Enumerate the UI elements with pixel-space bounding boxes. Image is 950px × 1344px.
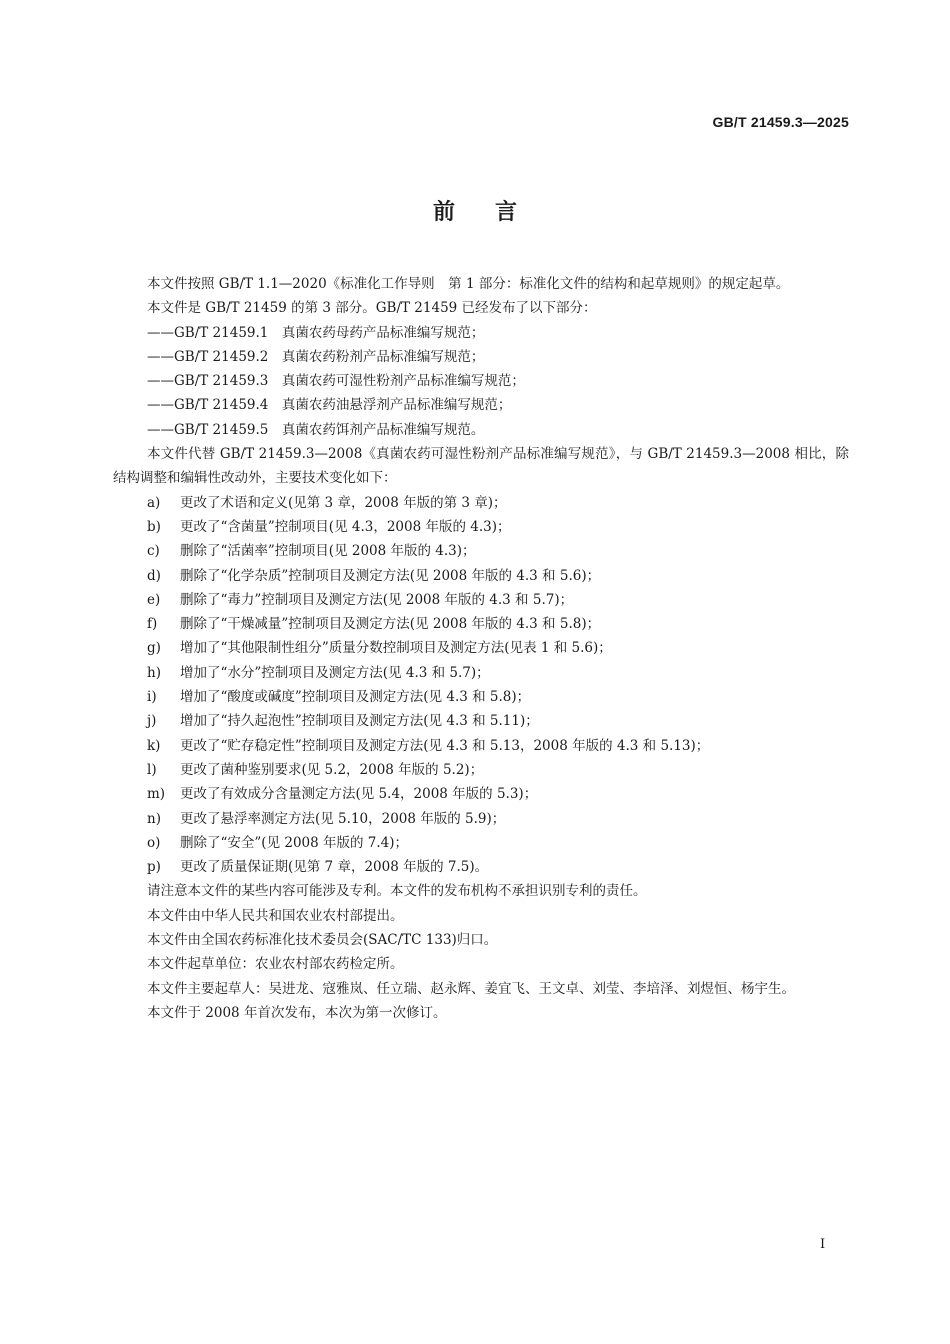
paragraph-parts-intro: 本文件是 GB/T 21459 的第 3 部分。GB/T 21459 已经发布了以下部分： — [147, 300, 597, 317]
part-list-item: ——GB/T 21459.2 真菌农药粉剂产品标准编写规范； — [147, 348, 485, 365]
change-item — [113, 588, 849, 612]
change-text: 删除了“安全”(见 2008 年版的 7.4)； — [180, 834, 409, 851]
change-item — [113, 661, 849, 685]
change-label: j) — [147, 713, 157, 730]
standard-code: GB/T 21459.3—2025 — [712, 114, 849, 130]
change-text: 删除了“活菌率”控制项目(见 2008 年版的 4.3)； — [180, 543, 476, 560]
part-list-item: ——GB/T 21459.1 真菌农药母药产品标准编写规范； — [147, 324, 485, 341]
change-text: 更改了术语和定义(见第 3 章，2008 年版的第 3 章)； — [180, 494, 507, 511]
change-item — [113, 636, 849, 660]
change-text: 更改了“含菌量”控制项目(见 4.3，2008 年版的 4.3)； — [180, 518, 511, 535]
change-item — [113, 491, 849, 515]
change-label: o) — [147, 834, 161, 851]
paragraph-committee: 本文件由全国农药标准化技术委员会(SAC/TC 133)归口。 — [147, 932, 498, 949]
change-label: m) — [147, 786, 166, 803]
paragraph-drafters: 本文件主要起草人：吴进龙、寇雅岚、任立瑞、赵永辉、姜宜飞、王文卓、刘莹、李培泽、刘煜恒、杨宇生。 — [147, 980, 795, 997]
change-item — [113, 758, 849, 782]
change-item — [113, 709, 849, 733]
change-text: 增加了“持久起泡性”控制项目及测定方法(见 4.3 和 5.11)； — [180, 713, 539, 730]
change-text: 删除了“毒力”控制项目及测定方法(见 2008 年版的 4.3 和 5.7)； — [180, 591, 574, 608]
part-list-item: ——GB/T 21459.5 真菌农药饵剂产品标准编写规范。 — [147, 421, 485, 438]
change-item — [113, 515, 849, 539]
paragraph-proposer: 本文件由中华人民共和国农业农村部提出。 — [147, 907, 404, 924]
change-text: 增加了“其他限制性组分”质量分数控制项目及测定方法(见表 1 和 5.6)； — [180, 640, 612, 657]
change-label: h) — [147, 664, 161, 681]
change-item — [113, 685, 849, 709]
change-label: e) — [147, 591, 161, 608]
paragraph-patent-notice: 请注意本文件的某些内容可能涉及专利。本文件的发布机构不承担识别专利的责任。 — [147, 883, 647, 900]
change-item — [113, 612, 849, 636]
change-item — [113, 564, 849, 588]
change-text: 更改了悬浮率测定方法(见 5.10，2008 年版的 5.9)； — [180, 810, 506, 827]
change-item — [113, 807, 849, 831]
change-label: n) — [147, 810, 161, 827]
change-text: 删除了“化学杂质”控制项目及测定方法(见 2008 年版的 4.3 和 5.6)； — [180, 567, 601, 584]
change-label: d) — [147, 567, 161, 584]
change-label: g) — [147, 640, 161, 657]
change-item — [113, 831, 849, 855]
change-item — [113, 782, 849, 806]
change-label: p) — [147, 859, 161, 876]
page-title: 前言 — [432, 200, 557, 225]
change-text: 增加了“水分”控制项目及测定方法(见 4.3 和 5.7)； — [180, 664, 490, 681]
change-item — [113, 539, 849, 563]
change-label: k) — [147, 737, 161, 754]
document-body — [113, 272, 849, 1025]
change-label: i) — [147, 689, 157, 706]
paragraph-drafting-rules: 本文件按照 GB/T 1.1—2020《标准化工作导则 第 1 部分：标准化文件的结构和起草规则》的规定起草。 — [147, 276, 790, 292]
paragraph-drafting-unit: 本文件起草单位：农业农村部农药检定所。 — [147, 956, 404, 973]
change-label: c) — [147, 543, 160, 560]
page-number: I — [820, 1237, 826, 1252]
change-label: l) — [147, 761, 157, 778]
change-item — [113, 855, 849, 879]
paragraph-replacement: 本文件代替 GB/T 21459.3—2008《真菌农药可湿性粉剂产品标准编写规范》，与 GB/T 21459.3—2008 相比，除结构调整和编辑性改动外，主要技术变化如下： — [113, 446, 849, 487]
paragraph-publication-history: 本文件于 2008 年首次发布，本次为第一次修订。 — [147, 1004, 447, 1021]
change-text: 删除了“干燥减量”控制项目及测定方法(见 2008 年版的 4.3 和 5.8)； — [180, 616, 601, 633]
part-list-item: ——GB/T 21459.3 真菌农药可湿性粉剂产品标准编写规范； — [147, 373, 525, 390]
change-label: a) — [147, 494, 161, 511]
change-item — [113, 734, 849, 758]
change-text: 更改了有效成分含量测定方法(见 5.4，2008 年版的 5.3)； — [180, 786, 538, 803]
change-text: 增加了“酸度或碱度”控制项目及测定方法(见 4.3 和 5.8)； — [180, 689, 531, 706]
change-label: f) — [147, 616, 158, 633]
change-text: 更改了质量保证期(见第 7 章，2008 年版的 7.5)。 — [180, 859, 489, 876]
part-list-item: ——GB/T 21459.4 真菌农药油悬浮剂产品标准编写规范； — [147, 397, 512, 414]
change-text: 更改了菌种鉴别要求(见 5.2，2008 年版的 5.2)； — [180, 761, 484, 778]
change-label: b) — [147, 518, 161, 535]
change-text: 更改了“贮存稳定性”控制项目及测定方法(见 4.3 和 5.13，2008 年版的 4.3 和 5.13)； — [180, 737, 710, 754]
